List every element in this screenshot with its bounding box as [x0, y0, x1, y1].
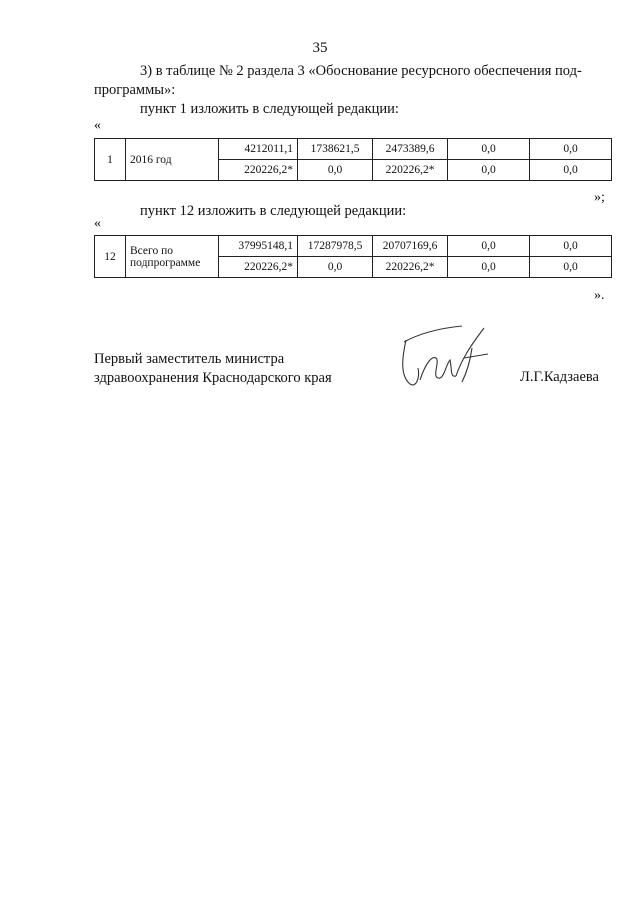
table-row: [95, 139, 612, 160]
table-row: [95, 236, 612, 257]
item1-heading: пункт 1 изложить в следующей редакции:: [140, 101, 399, 117]
item1-table: [94, 138, 612, 181]
row-name: Всего по подпрограмме: [126, 236, 219, 278]
signatory-name: Л.Г.Кадзаева: [520, 369, 599, 385]
position-line-1: Первый заместитель министра: [94, 351, 285, 367]
item1-close: »;: [594, 190, 605, 205]
intro-paragraph: [94, 62, 614, 100]
page-number: 35: [312, 40, 328, 56]
item1-open-quote: «: [94, 118, 101, 133]
cell-total: 220226,2*: [219, 257, 298, 278]
row-name: 2016 год: [126, 139, 219, 181]
cell-regional: 0,0: [298, 257, 373, 278]
cell-regional: 1738621,5: [298, 139, 373, 160]
cell-regional: 0,0: [298, 160, 373, 181]
item12-table: [94, 235, 612, 278]
cell-total: 220226,2*: [219, 160, 298, 181]
cell-local: 0,0: [448, 139, 530, 160]
cell-local: 0,0: [448, 257, 530, 278]
cell-other: 0,0: [530, 257, 612, 278]
intro-line-1: 3) в таблице № 2 раздела 3 «Обоснование ресурсного обеспечения под-: [140, 63, 582, 79]
row-number: 12: [95, 236, 126, 278]
signatory-position: [94, 350, 332, 388]
position-line-2: здравоохранения Краснодарского края: [94, 370, 332, 386]
item12-open-quote: «: [94, 216, 101, 231]
cell-total: 37995148,1: [219, 236, 298, 257]
cell-local: 0,0: [448, 160, 530, 181]
row-number: 1: [95, 139, 126, 181]
cell-other: 0,0: [530, 139, 612, 160]
cell-total: 4212011,1: [219, 139, 298, 160]
cell-local: 0,0: [448, 236, 530, 257]
handwritten-signature: [392, 318, 502, 403]
cell-other: 0,0: [530, 160, 612, 181]
cell-federal: 20707169,6: [373, 236, 448, 257]
cell-regional: 17287978,5: [298, 236, 373, 257]
item12-close: ».: [594, 288, 605, 303]
cell-federal: 2473389,6: [373, 139, 448, 160]
item12-heading: пункт 12 изложить в следующей редакции:: [140, 203, 407, 219]
intro-line-2: программы»:: [94, 82, 176, 98]
cell-federal: 220226,2*: [373, 160, 448, 181]
signature-drawing: [392, 318, 502, 398]
cell-other: 0,0: [530, 236, 612, 257]
cell-federal: 220226,2*: [373, 257, 448, 278]
